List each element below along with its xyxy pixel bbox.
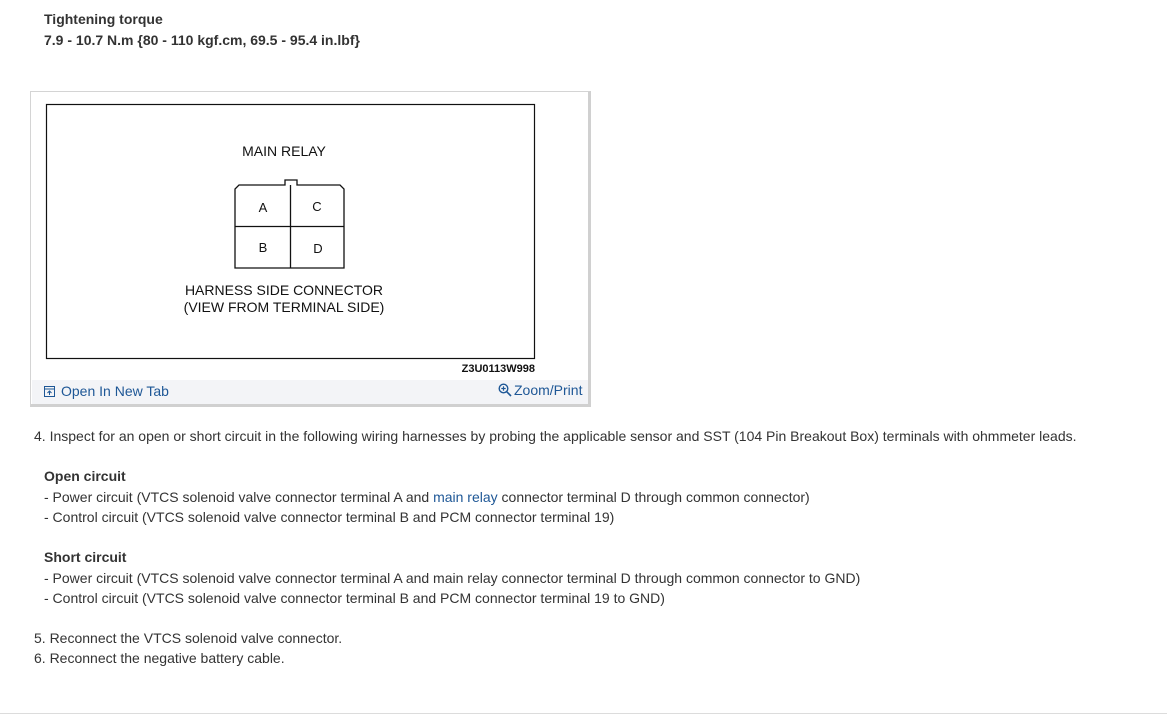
zoom-icon [498, 383, 512, 397]
figure-footer [32, 380, 588, 404]
step-4: 4. Inspect for an open or short circuit in the following wiring harnesses by probing the applicable sensor and SST (104 Pin Breakout Box) terminals with ohmmeter leads. [34, 428, 1077, 444]
zoom-print-label: Zoom/Print [514, 382, 583, 398]
open-circuit-heading: Open circuit [44, 468, 126, 484]
main-relay-link[interactable]: main relay [433, 489, 498, 505]
figure-id: Z3U0113W998 [461, 363, 535, 375]
terminal-d: D [313, 241, 323, 256]
open-new-tab-link[interactable] [44, 383, 169, 399]
terminal-a: A [258, 200, 268, 215]
terminal-c: C [312, 199, 322, 214]
torque-value: 7.9 - 10.7 N.m {80 - 110 kgf.cm, 69.5 - 95.4 in.lbf} [44, 32, 360, 48]
open-circuit-item-2: - Control circuit (VTCS solenoid valve connector terminal B and PCM connector terminal 19) [44, 509, 615, 525]
terminal-b: B [258, 240, 268, 255]
short-circuit-heading: Short circuit [44, 549, 127, 565]
open-item-1-text-post: connector terminal D through common connector) [497, 489, 810, 505]
diagram-heading: MAIN RELAY [242, 143, 326, 159]
connector-diagram [31, 92, 589, 380]
step-5: 5. Reconnect the VTCS solenoid valve connector. [34, 630, 343, 646]
open-tab-icon [44, 384, 55, 395]
caption-line1: HARNESS SIDE CONNECTOR [184, 282, 384, 298]
bottom-divider [0, 713, 1167, 714]
figure-frame [30, 91, 591, 407]
zoom-print-link[interactable] [498, 382, 582, 398]
open-new-tab-label: Open In New Tab [61, 383, 169, 399]
open-circuit-item-1 [44, 489, 810, 505]
open-item-1-text-pre: - Power circuit (VTCS solenoid valve connector terminal A and [44, 489, 434, 505]
step-6: 6. Reconnect the negative battery cable. [34, 650, 285, 666]
torque-title: Tightening torque [44, 11, 163, 27]
caption-line2: (VIEW FROM TERMINAL SIDE) [183, 299, 385, 315]
short-circuit-item-2: - Control circuit (VTCS solenoid valve connector terminal B and PCM connector terminal 19 to GND) [44, 590, 665, 606]
short-circuit-item-1: - Power circuit (VTCS solenoid valve connector terminal A and main relay connector terminal D through common connector to GND) [44, 570, 861, 586]
